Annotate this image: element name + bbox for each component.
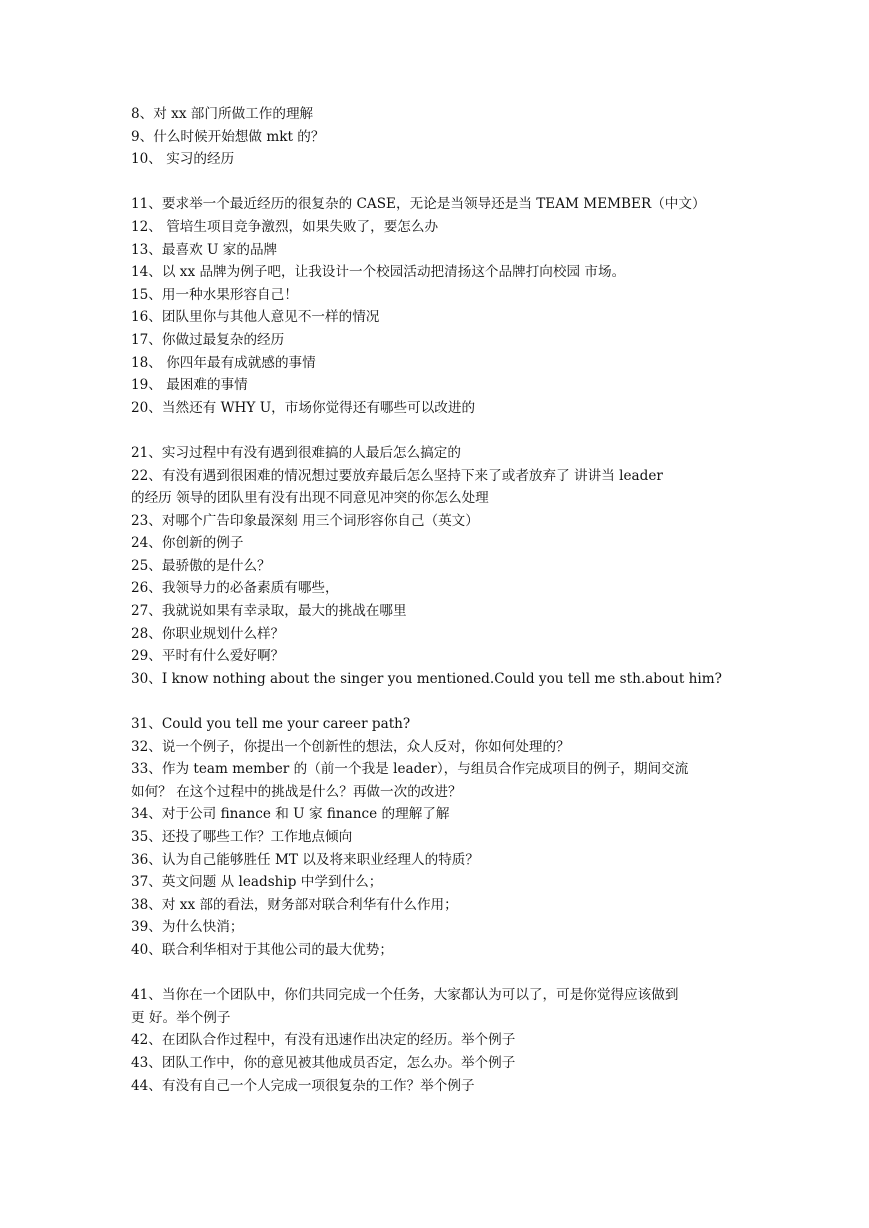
text-line: 16、团队里你与其他人意见不一样的情况 xyxy=(131,309,380,326)
text-line: 13、最喜欢 U 家的品牌 xyxy=(131,241,278,258)
text-line: 23、对哪个广告印象最深刻 用三个词形容你自己（英文） xyxy=(131,512,479,529)
blank-line xyxy=(131,419,743,442)
text-line: 43、团队工作中，你的意见被其他成员否定，怎么办。举个例子 xyxy=(131,1054,516,1071)
text-line: 9、什么时候开始想做 mkt 的？ xyxy=(131,128,325,145)
text-line: 26、我领导力的必备素质有哪些， xyxy=(131,580,339,597)
text-line: 31、Could you tell me your career path? xyxy=(131,716,411,733)
blank-line xyxy=(131,690,743,713)
text-line: 27、我就说如果有幸录取，最大的挑战在哪里 xyxy=(131,603,407,620)
text-line: 17、你做过最复杂的经历 xyxy=(131,331,285,348)
text-line: 28、你职业规划什么样？ xyxy=(131,625,285,642)
text-line: 18、 你四年最有成就感的事情 xyxy=(131,354,316,371)
text-line: 35、还投了哪些工作？工作地点倾向 xyxy=(131,829,353,845)
text-line: 37、英文问题 从 leadship 中学到什么； xyxy=(131,874,383,891)
text-line: 21、实习过程中有没有遇到很难搞的人最后怎么搞定的 xyxy=(131,444,461,461)
text-line: 11、要求举一个最近经历的很复杂的 CASE，无论是当领导还是当 TEAM MEMBER（中文） xyxy=(131,196,706,213)
text-line: 30、I know nothing about the singer you mentioned.Could you tell me sth.about him? xyxy=(131,670,722,687)
text-line: 29、平时有什么爱好啊？ xyxy=(131,648,285,665)
blank-line xyxy=(131,962,743,985)
text-line: 24、你创新的例子 xyxy=(131,535,244,552)
text-line: 44、有没有自己一个人完成一项很复杂的工作？举个例子 xyxy=(131,1077,475,1094)
text-line: 如何？ 在这个过程中的挑战是什么？再做一次的改进？ xyxy=(131,783,462,800)
text-line: 41、当你在一个团队中，你们共同完成一个任务，大家都认为可以了，可是你觉得应该做到 xyxy=(131,987,679,1004)
text-line: 25、最骄傲的是什么？ xyxy=(131,557,271,574)
text-line: 34、对于公司 finance 和 U 家 finance 的理解了解 xyxy=(131,806,450,823)
text-line: 更 好。举个例子 xyxy=(131,1009,231,1026)
blank-line xyxy=(131,171,743,194)
text-line: 20、当然还有 WHY U，市场你觉得还有哪些可以改进的 xyxy=(131,399,476,416)
text-line: 42、在团队合作过程中，有没有迅速作出决定的经历。举个例子 xyxy=(131,1032,516,1049)
text-line: 33、作为 team member 的（前一个我是 leader），与组员合作完成项目的例子，期间交流 xyxy=(131,761,689,778)
document-body xyxy=(131,103,743,1097)
text-line: 39、为什么快消； xyxy=(131,919,244,936)
text-line: 10、 实习的经历 xyxy=(131,151,235,168)
text-line: 36、认为自己能够胜任 MT 以及将来职业经理人的特质？ xyxy=(131,851,479,868)
text-line: 38、对 xx 部的看法，财务部对联合利华有什么作用； xyxy=(131,896,458,913)
text-line: 19、 最困难的事情 xyxy=(131,377,248,394)
text-line: 15、用一种水果形容自己！ xyxy=(131,286,298,303)
text-line: 40、联合利华相对于其他公司的最大优势； xyxy=(131,941,393,958)
text-line: 32、说一个例子，你提出一个创新性的想法，众人反对，你如何处理的？ xyxy=(131,738,570,755)
text-line: 8、对 xx 部门所做工作的理解 xyxy=(131,106,314,122)
text-line: 12、 管培生项目竞争激烈，如果失败了，要怎么办 xyxy=(131,218,439,235)
text-line: 的经历 领导的团队里有没有出现不同意见冲突的你怎么处理 xyxy=(131,490,489,507)
text-line: 14、以 xx 品牌为例子吧，让我设计一个校园活动把清扬这个品牌打向校园 市场。 xyxy=(131,264,626,281)
text-line: 22、有没有遇到很困难的情况想过要放弃最后怎么坚持下来了或者放弃了 讲讲当 leader xyxy=(131,467,663,484)
